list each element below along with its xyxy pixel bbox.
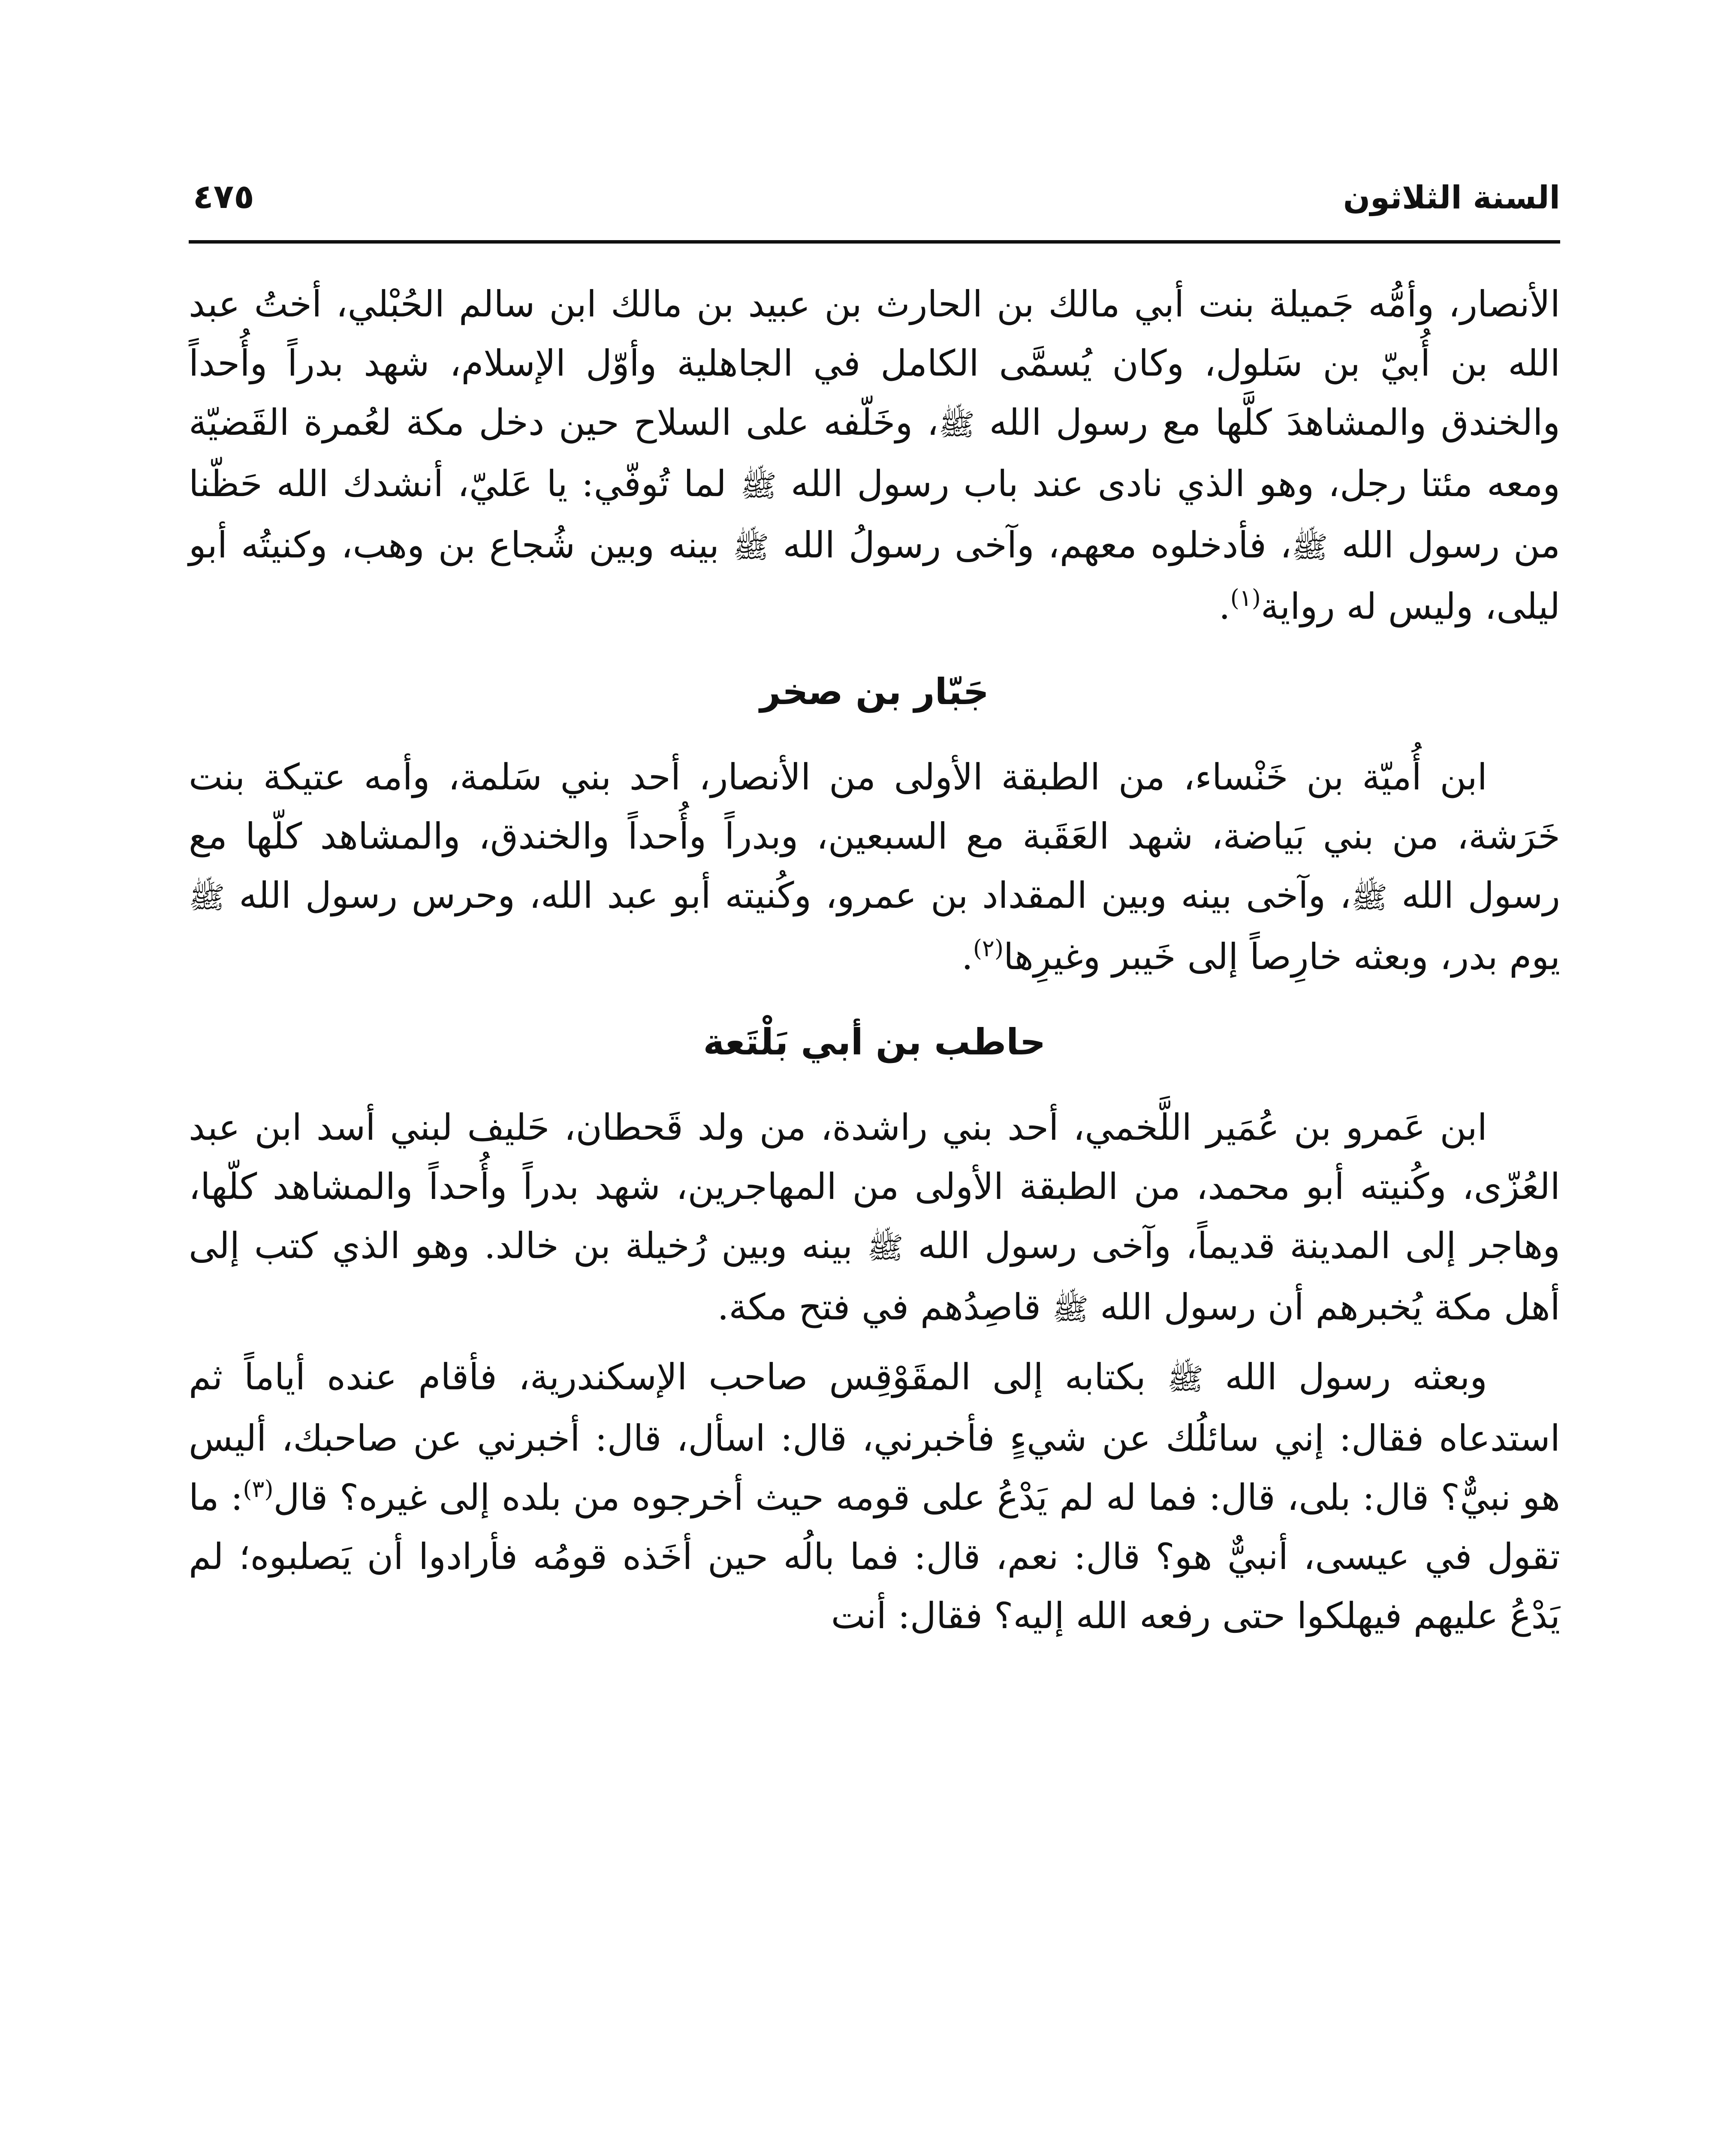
header-divider — [189, 240, 1560, 244]
text-run: لما تُوفّي: يا عَليّ، أنشدك الله حَظّنا من رسول الله — [189, 463, 1560, 566]
footnote-ref-2: (٢) — [973, 935, 1004, 962]
paragraph-hatib-2 — [189, 1347, 1560, 1645]
salawat-symbol: ﷺ — [1291, 530, 1328, 565]
salawat-symbol: ﷺ — [740, 468, 777, 503]
text-run: قاصِدُهم في فتح مكة. — [717, 1286, 1052, 1328]
footnote-ref-3: (٣) — [243, 1476, 274, 1503]
text-run: وبعثه رسول الله — [1203, 1356, 1487, 1398]
text-run: بينه وبين شُجاع بن وهب، وكنيتُه أبو ليلى، وليس له رواية — [189, 524, 1560, 627]
text-run: . — [1219, 585, 1230, 627]
text-run: ابن أُميّة بن خَنْساء، من الطبقة الأولى من الأنصار، أحد بني سَلمة، وأمه عتيكة بنت خَرَشة، من بني بَياضة، شهد العَقَبة مع السبعين، وبدراً وأُحداً والخندق، والمشاهد كلّها مع رسول الله — [189, 756, 1560, 916]
salawat-symbol: ﷺ — [938, 407, 975, 442]
text-run: بكتابه إلى المقَوْقِس صاحب الإسكندرية، فأقام عنده أياماً ثم استدعاه فقال: إني سائلُك عن شيءٍ فأخبرني، قال: اسأل، قال: أخبرني عن صاحبك، أليس هو نبيٌّ؟ قال: بلى، قال: فما له لم يَدْعُ على قومه حيث أخرجوه من بلده إلى غيره؟ قال — [189, 1356, 1561, 1518]
text-run: ، فأدخلوه معهم، وآخى رسولُ الله — [769, 524, 1292, 566]
text-run: ، وخَلّفه على السلاح حين دخل مكة لعُمرة القَضيّة ومعه مئتا رجل، وهو الذي نادى عند باب رسول الله — [189, 401, 1560, 505]
salawat-symbol: ﷺ — [732, 530, 769, 565]
footnote-ref-1: (١) — [1230, 584, 1261, 611]
running-title: السنة الثلاثون — [1343, 179, 1560, 216]
text-run: بينه وبين رُخيلة بن خالد. وهو الذي كتب إلى أهل مكة يُخبرهم أن رسول الله — [189, 1225, 1560, 1328]
text-run: ، وآخى بينه وبين المقداد بن عمرو، وكُنيته أبو عبد الله، وحرس رسول الله — [225, 874, 1351, 916]
text-run: . — [961, 936, 973, 978]
section-heading-hatib: حاطب بن أبي بَلْتَعة — [703, 1021, 1046, 1063]
paragraph-continuation — [189, 274, 1560, 636]
text-run: يوم بدر، وبعثه خارِصاً إلى خَيبر وغيرِها — [1004, 936, 1560, 978]
text-run: : ما تقول في عيسى، أنبيٌّ هو؟ قال: نعم، قال: فما بالُه حين أخَذه قومُه فأرادوا أن يَصلبوه؛ لم يَدْعُ عليهم فيهلكوا حتى رفعه الله إليه؟ فقال: أنت — [189, 1476, 1560, 1637]
salawat-symbol: ﷺ — [189, 880, 225, 915]
page-number: ٤٧٥ — [193, 178, 254, 216]
paragraph-jabbar — [189, 747, 1560, 986]
main-text — [189, 274, 1560, 1645]
salawat-symbol: ﷺ — [867, 1230, 904, 1265]
salawat-symbol: ﷺ — [1167, 1361, 1204, 1397]
paragraph-hatib-1 — [189, 1098, 1560, 1339]
salawat-symbol: ﷺ — [1052, 1292, 1089, 1327]
text-run: الأنصار، وأمُّه جَميلة بنت أبي مالك بن الحارث بن عبيد بن مالك ابن سالم الحُبْلي، أختُ عبد الله بن أُبيّ بن سَلول، وكان يُسمَّى الكامل في الجاهلية وأوّل الإسلام، شهد بدراً وأُحداً والخندق والمشاهدَ كلَّها مع رسول الله — [189, 283, 1560, 443]
salawat-symbol: ﷺ — [1351, 880, 1388, 915]
section-heading-jabbar: جَبّار بن صخر — [760, 671, 989, 713]
page-header — [189, 159, 1560, 223]
text-run: ابن عَمرو بن عُمَير اللَّخمي، أحد بني راشدة، من ولد قَحطان، حَليف لبني أسد ابن عبد العُزّى، وكُنيته أبو محمد، من الطبقة الأولى من المهاجرين، شهد بدراً وأُحداً والمشاهد كلّها، وهاجر إلى المدينة قديماً، وآخى رسول الله — [189, 1106, 1561, 1267]
